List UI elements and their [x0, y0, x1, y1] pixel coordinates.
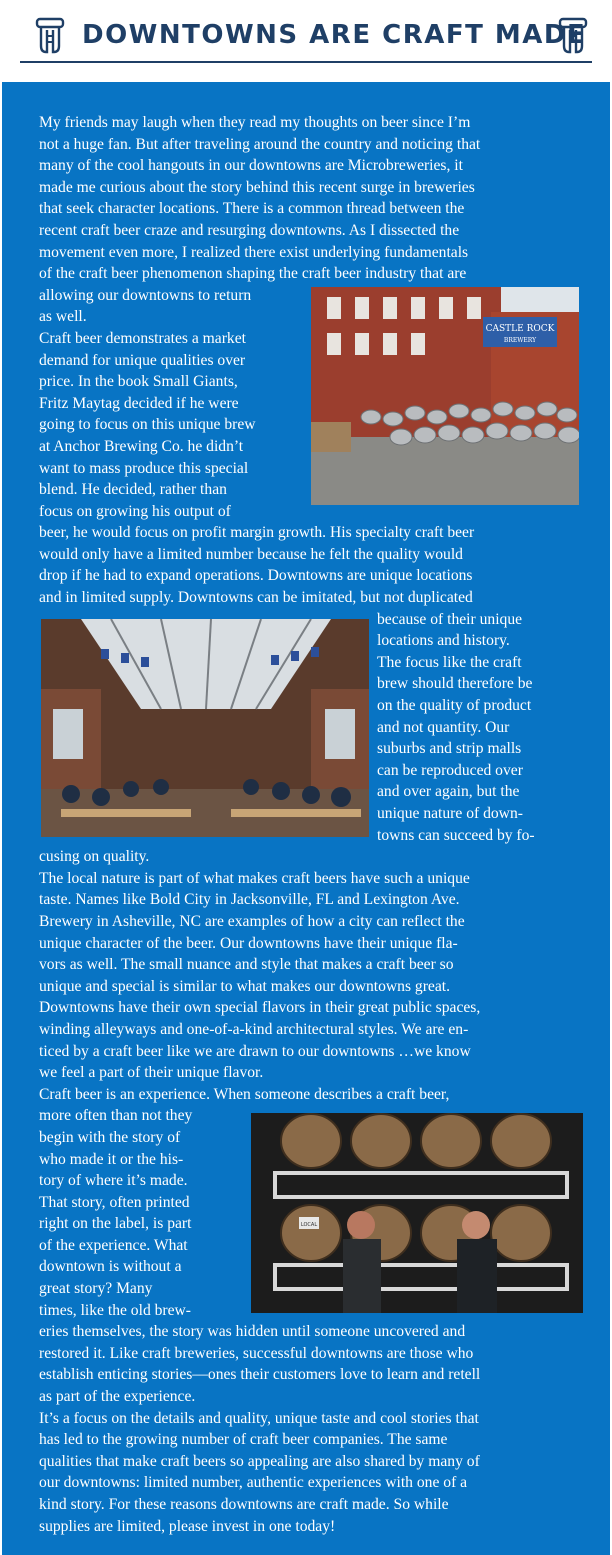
brewery-sign-text: CASTLE ROCK: [485, 323, 555, 334]
text-line: kind story. For these reasons downtowns are craft made. So while: [39, 1496, 449, 1513]
text-line: qualities that make craft beers so appealing are also shared by many of: [39, 1452, 480, 1470]
paragraph-experience: [39, 1084, 575, 1408]
text-line: that seek character locations. There is a common thread between the: [39, 200, 465, 218]
text-line: who made it or the his-: [39, 1150, 184, 1168]
brewery-sign-subtext: BREWERY: [503, 336, 537, 344]
text-line: drop if he had to expand operations. Downtowns are unique locations: [39, 567, 473, 585]
text-line: towns can succeed by fo-: [377, 826, 535, 844]
text-line: demand for unique qualities over: [39, 351, 246, 369]
text-line: movement even more, I realized there exist underlying fundamentals: [39, 243, 469, 261]
text-line: going to focus on this unique brew: [39, 416, 256, 434]
text-line: and over again, but the: [377, 783, 520, 801]
text-line: taste. Names like Bold City in Jacksonville, FL and Lexington Ave.: [39, 891, 460, 909]
paragraph-conclusion: [39, 1408, 575, 1538]
text-line: establish enticing stories—ones their customers love to learn and retell: [39, 1366, 481, 1384]
text-line: and in limited supply. Downtowns can be imitated, but not duplicated: [39, 589, 473, 607]
text-line: we feel a part of their unique flavor.: [39, 1064, 264, 1082]
text-line: because of their unique: [377, 610, 523, 628]
paragraph-local-nature: [39, 868, 575, 1084]
text-line: times, like the old brew-: [39, 1301, 192, 1319]
text-line: ticed by a craft beer like we are drawn to our downtowns …we know: [39, 1042, 471, 1060]
barrel-label-text: LOCAL: [300, 1222, 318, 1229]
text-line: My friends may laugh when they read my thoughts on beer since I’m: [39, 114, 471, 131]
text-line: winding alleyways and one-of-a-kind architectural styles. We are en-: [39, 1020, 469, 1038]
text-line: and not quantity. Our: [377, 718, 510, 736]
text-line: brew should therefore be: [377, 675, 533, 693]
text-line: more often than not they: [39, 1107, 193, 1125]
text-line: unique nature of down-: [377, 805, 523, 822]
text-line: suburbs and strip malls: [377, 740, 522, 758]
text-line: as well.: [39, 308, 87, 326]
text-line: begin with the story of: [39, 1128, 181, 1146]
text-line: would only have a limited number because he felt the quality would: [39, 545, 463, 563]
text-line: blend. He decided, rather than: [39, 481, 227, 499]
text-line: price. In the book Small Giants,: [39, 373, 238, 391]
text-line: can be reproduced over: [377, 761, 523, 779]
page-title: DOWNTOWNS ARE CRAFT MADE: [82, 20, 587, 50]
text-line: Fritz Maytag decided if he were: [39, 394, 239, 412]
header-divider: [20, 61, 592, 63]
text-line: not a huge fan. But after traveling around the country and noticing that: [39, 135, 481, 153]
text-line: It’s a focus on the details and quality, unique taste and cool stories that: [39, 1409, 479, 1427]
beer-tap-icon: [558, 16, 588, 56]
text-line: focus on growing his output of: [39, 502, 231, 520]
text-line: The focus like the craft: [377, 653, 522, 671]
text-line: Craft beer demonstrates a market: [39, 329, 246, 347]
text-line: eries themselves, the story was hidden until someone uncovered and: [39, 1323, 466, 1341]
text-line: downtown is without a: [39, 1258, 182, 1276]
text-line: restored it. Like craft breweries, successful downtowns are those who: [39, 1344, 474, 1362]
text-line: recent craft beer craze and resurging downtowns. As I dissected the: [39, 221, 460, 239]
text-line: many of the cool hangouts in our downtowns are Microbreweries, it: [39, 157, 463, 175]
brewers-barrels-photo: [251, 1113, 583, 1313]
text-line: Downtowns have their own special flavors in their great public spaces,: [39, 999, 481, 1017]
text-line: Brewery in Asheville, NC are examples of how a city can reflect the: [39, 912, 465, 930]
text-line: has led to the growing number of craft beer companies. The same: [39, 1431, 448, 1449]
text-line: allowing our downtowns to return: [39, 286, 252, 304]
text-line: of the experience. What: [39, 1236, 188, 1254]
text-line: our downtowns: limited number, authentic experiences with one of a: [39, 1474, 468, 1492]
text-line: unique character of the beer. Our downtowns have their unique fla-: [39, 934, 458, 952]
text-line: of the craft beer phenomenon shaping the craft beer industry that are: [39, 265, 467, 283]
text-line: Craft beer is an experience. When someone describes a craft beer,: [39, 1085, 450, 1103]
text-line: unique and special is similar to what makes our downtowns great.: [39, 977, 450, 995]
text-line: want to mass produce this special: [39, 459, 249, 477]
text-line: as part of the experience.: [39, 1388, 196, 1406]
text-line: vors as well. The small nuance and style that makes a craft beer so: [39, 956, 454, 974]
text-line: at Anchor Brewing Co. he didn’t: [39, 437, 244, 455]
text-line: right on the label, is part: [39, 1215, 192, 1233]
text-line: The local nature is part of what makes craft beers have such a unique: [39, 869, 470, 887]
text-line: beer, he would focus on profit margin growth. His specialty craft beer: [39, 524, 475, 542]
page-header: [0, 0, 612, 82]
taproom-interior-photo: [41, 619, 369, 837]
text-line: great story? Many: [39, 1280, 153, 1298]
brewery-exterior-photo: [311, 287, 579, 505]
text-line: tory of where it’s made.: [39, 1172, 188, 1190]
text-line: That story, often printed: [39, 1193, 190, 1211]
text-line: locations and history.: [377, 632, 510, 650]
beer-tap-icon: [35, 16, 65, 56]
text-line: cusing on quality.: [39, 848, 150, 866]
text-line: supplies are limited, please invest in one today!: [39, 1517, 336, 1535]
text-line: made me curious about the story behind this recent surge in breweries: [39, 178, 475, 196]
text-line: on the quality of product: [377, 697, 532, 715]
article-body: [39, 112, 575, 1537]
